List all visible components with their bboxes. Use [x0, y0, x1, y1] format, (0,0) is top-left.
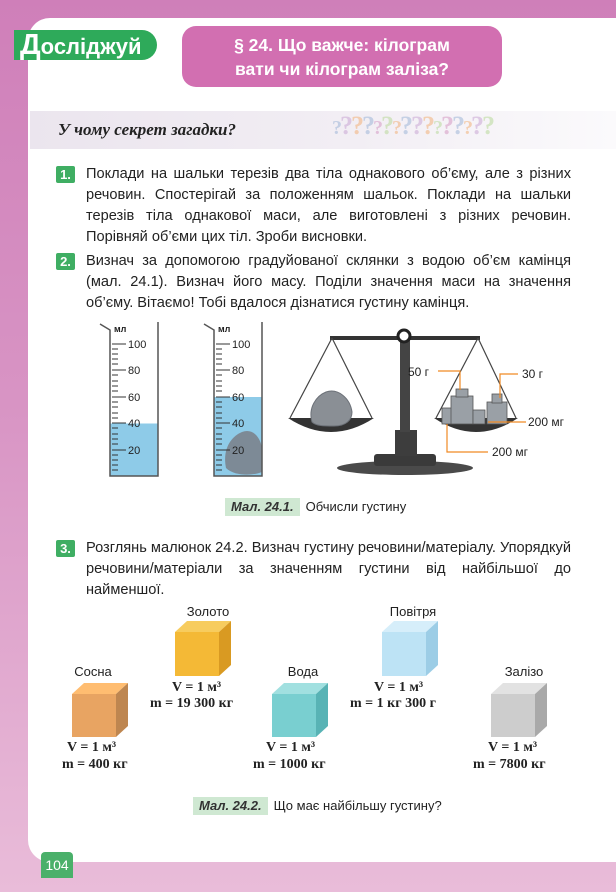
- task-number: 2.: [56, 253, 75, 270]
- tick-label-80: 80: [128, 365, 141, 377]
- task-2: [58, 251, 571, 314]
- label-200mg-a: 200 мг: [528, 415, 564, 429]
- cylinder-2: [204, 322, 262, 476]
- cube-name-gold: Золото: [186, 604, 230, 619]
- title-line-1: § 24. Що важче: кілограм: [234, 35, 450, 55]
- balance-scale: [288, 330, 565, 475]
- tick-label-80: 80: [232, 365, 245, 377]
- pine-mass: m = 400 кг: [62, 757, 128, 772]
- gold-volume: V = 1 м³: [172, 680, 222, 695]
- page-number: 104: [41, 852, 73, 878]
- tick-label-20: 20: [232, 445, 245, 457]
- scale-pivot: [398, 330, 410, 342]
- question-marks-decoration: ????????????????: [332, 111, 492, 140]
- cube-water: [270, 682, 330, 738]
- label-200mg-b: 200 мг: [492, 445, 528, 459]
- task-text: Розглянь малюнок 24.2. Визнач густину речовини/матеріалу. Упорядкуй речовини/матеріали за значенням густини від найбільшої до найменшої.: [86, 540, 571, 598]
- figure-24-2-caption: [193, 797, 442, 815]
- section-tab-initial: Д: [20, 29, 41, 61]
- caption-label: Мал. 24.1.: [225, 498, 300, 516]
- tick-label-100: 100: [232, 339, 251, 351]
- task-1: [58, 164, 571, 248]
- cylinder-2-unit: мл: [218, 324, 231, 334]
- water-volume: V = 1 м³: [266, 740, 316, 755]
- tick-label-100: 100: [128, 339, 147, 351]
- caption-label: Мал. 24.2.: [193, 797, 268, 815]
- tick-label-60: 60: [128, 392, 141, 404]
- cube-pine: [70, 682, 130, 738]
- iron-mass: m = 7800 кг: [473, 757, 546, 772]
- tick-label-20: 20: [128, 445, 141, 457]
- cube-name-pine: Сосна: [74, 664, 112, 679]
- tick-label-40: 40: [128, 418, 141, 430]
- label-50g: 50 г: [408, 365, 430, 379]
- air-mass: m = 1 кг 300 г: [350, 696, 436, 711]
- cube-gold: [173, 620, 233, 678]
- iron-volume: V = 1 м³: [488, 740, 538, 755]
- task-text: Поклади на шальки терезів два тіла однакового об’єму, але з різних речовин. Спостерігай за положенням шальок. Поклади на шальки терезів тіла однакової маси, але виготовлені з різних речовин. Порівняй об’єми цих тіл. Зроби висновки.: [86, 166, 571, 245]
- air-volume: V = 1 м³: [374, 680, 424, 695]
- water-mass: m = 1000 кг: [253, 757, 326, 772]
- stone-on-pan: [311, 391, 352, 426]
- cube-name-air: Повітря: [389, 604, 437, 619]
- label-30g: 30 г: [522, 367, 544, 381]
- cube-name-iron: Залізо: [504, 664, 544, 679]
- caption-text: Обчисли густину: [305, 499, 407, 514]
- cube-iron: [489, 682, 549, 738]
- subheading-bar: [30, 111, 616, 149]
- task-number: 3.: [56, 540, 75, 557]
- section-tab-rest: осліджуй: [40, 34, 142, 59]
- tick-label-40: 40: [232, 418, 245, 430]
- tick-label-60: 60: [232, 392, 245, 404]
- caption-text: Що має найбільшу густину?: [273, 798, 442, 813]
- section-tab: [14, 30, 157, 60]
- section-title: [182, 26, 502, 87]
- task-number: 1.: [56, 166, 75, 183]
- cylinder-1: [100, 322, 158, 476]
- cylinder-1-unit: мл: [114, 324, 127, 334]
- subheading-text: У чому секрет загадки?: [58, 120, 236, 139]
- cube-name-water: Вода: [287, 664, 319, 679]
- weights-set: [442, 389, 507, 424]
- task-3: [58, 538, 571, 601]
- task-text: Визнач за допомогою градуйованої склянки з водою об’єм камінця (мал. 24.1). Визнач його масу. Поділи значення маси на значення об’єму. Вітаємо! Тобі вдалося дізнатися густину камінця.: [86, 253, 571, 311]
- title-line-2: вати чи кілограм заліза?: [234, 59, 450, 79]
- pine-volume: V = 1 м³: [67, 740, 117, 755]
- cube-air: [380, 620, 440, 678]
- gold-mass: m = 19 300 кг: [150, 696, 234, 711]
- figure-24-1-caption: [225, 498, 406, 516]
- figure-measuring-cylinders-and-scale: [90, 318, 590, 493]
